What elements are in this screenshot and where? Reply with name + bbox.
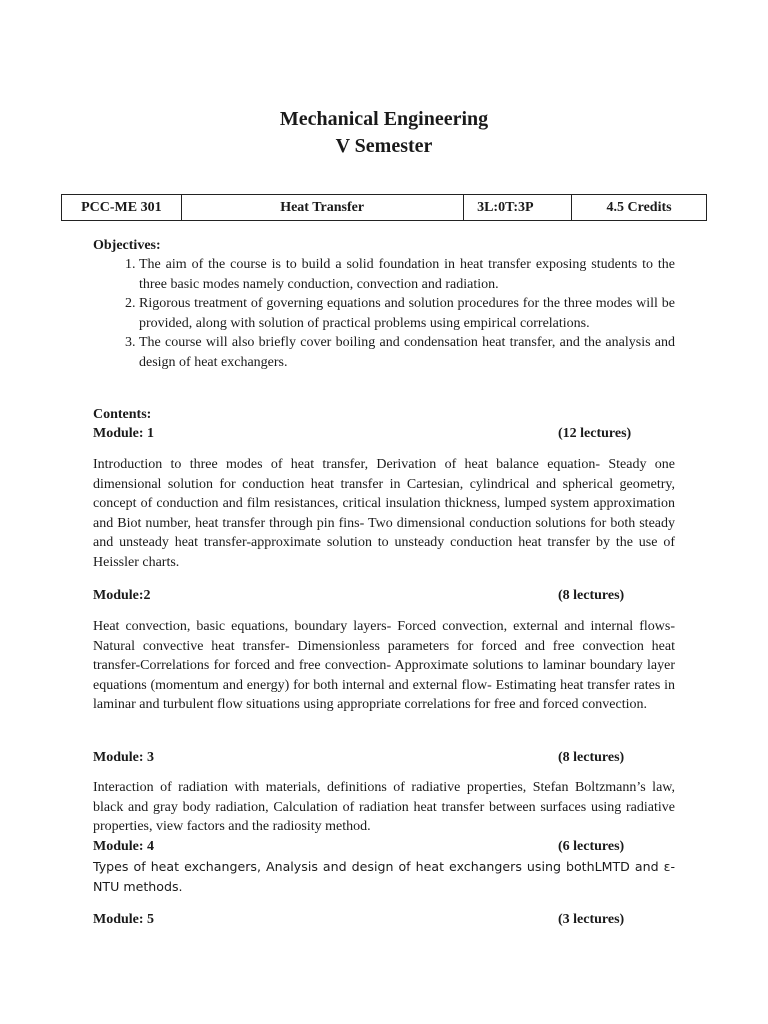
module-2-text: Heat convection, basic equations, boundary layers- Forced convection, external and internal flows- Natural convective heat transfer- Dimensionless parameters for forced and free convection heat transfer-Correlations for forced and free convection- Approximate solutions to laminar boundary layer equations (momentum and energy) for both internal and external flow- Estimating heat transfer rates in laminar and turbulent flow situations using appropriate correlations for free and forced convection. xyxy=(93,619,675,712)
objective-item: 1. The aim of the course is to build a solid foundation in heat transfer exposing students to the three basic modes namely conduction, convection and radiation. xyxy=(139,255,675,294)
module-title: Module: 4 xyxy=(93,839,155,854)
objective-item: 2. Rigorous treatment of governing equations and solution procedures for the three modes will be provided, along with solution of practical problems using empirical correlations. xyxy=(139,294,675,333)
module-title: Module: 5 xyxy=(93,912,155,927)
department-title: Mechanical Engineering xyxy=(279,108,489,130)
module-4-heading xyxy=(93,837,675,857)
module-2-heading xyxy=(93,586,675,606)
module-title: Module: 3 xyxy=(93,750,155,765)
objectives-label: Objectives: xyxy=(93,238,161,253)
module-4-text: Types of heat exchangers, Analysis and design of heat exchangers using bothLMTD and ε-NTU methods. xyxy=(93,859,675,894)
objective-item: 3. The course will also briefly cover boiling and condensation heat transfer, and the analysis and design of heat exchangers. xyxy=(139,333,675,372)
course-code: PCC-ME 301 xyxy=(62,195,182,221)
contents-label: Contents: xyxy=(93,407,152,422)
module-lectures: (6 lectures) xyxy=(558,839,625,854)
module-lectures: (3 lectures) xyxy=(558,912,625,927)
module-title: Module: 1 xyxy=(93,426,155,441)
module-lectures: (8 lectures) xyxy=(558,588,625,603)
module-3-text: Interaction of radiation with materials, definitions of radiative properties, Stefan Boltzmann’s law, black and gray body radiation, Calculation of radiation heat transfer between surfaces using radiative properties, view factors and the radiosity method. xyxy=(93,780,675,834)
course-info-table xyxy=(61,194,707,221)
course-credits: 4.5 Credits xyxy=(572,195,707,221)
module-3-heading xyxy=(93,748,675,768)
objectives-list xyxy=(93,255,675,372)
course-name: Heat Transfer xyxy=(181,195,463,221)
module-1-heading xyxy=(93,424,675,444)
module-title: Module:2 xyxy=(93,588,151,603)
semester-title: V Semester xyxy=(335,135,433,157)
module-lectures: (8 lectures) xyxy=(558,750,625,765)
module-lectures: (12 lectures) xyxy=(558,426,632,441)
module-1-text: Introduction to three modes of heat transfer, Derivation of heat balance equation- Steady one dimensional solution for conduction heat transfer in Cartesian, cylindrical and spherical geometry, concept of conduction and film resistances, critical insulation thickness, lumped system approximation and Biot number, heat transfer through pin fins- Two dimensional conduction solutions for both steady and unsteady heat transfer-approximate solution to unsteady conduction heat transfer by the use of Heissler charts. xyxy=(93,457,675,570)
module-5-heading xyxy=(93,910,675,930)
course-info-row xyxy=(62,195,707,221)
course-ltp: 3L:0T:3P xyxy=(463,195,572,221)
